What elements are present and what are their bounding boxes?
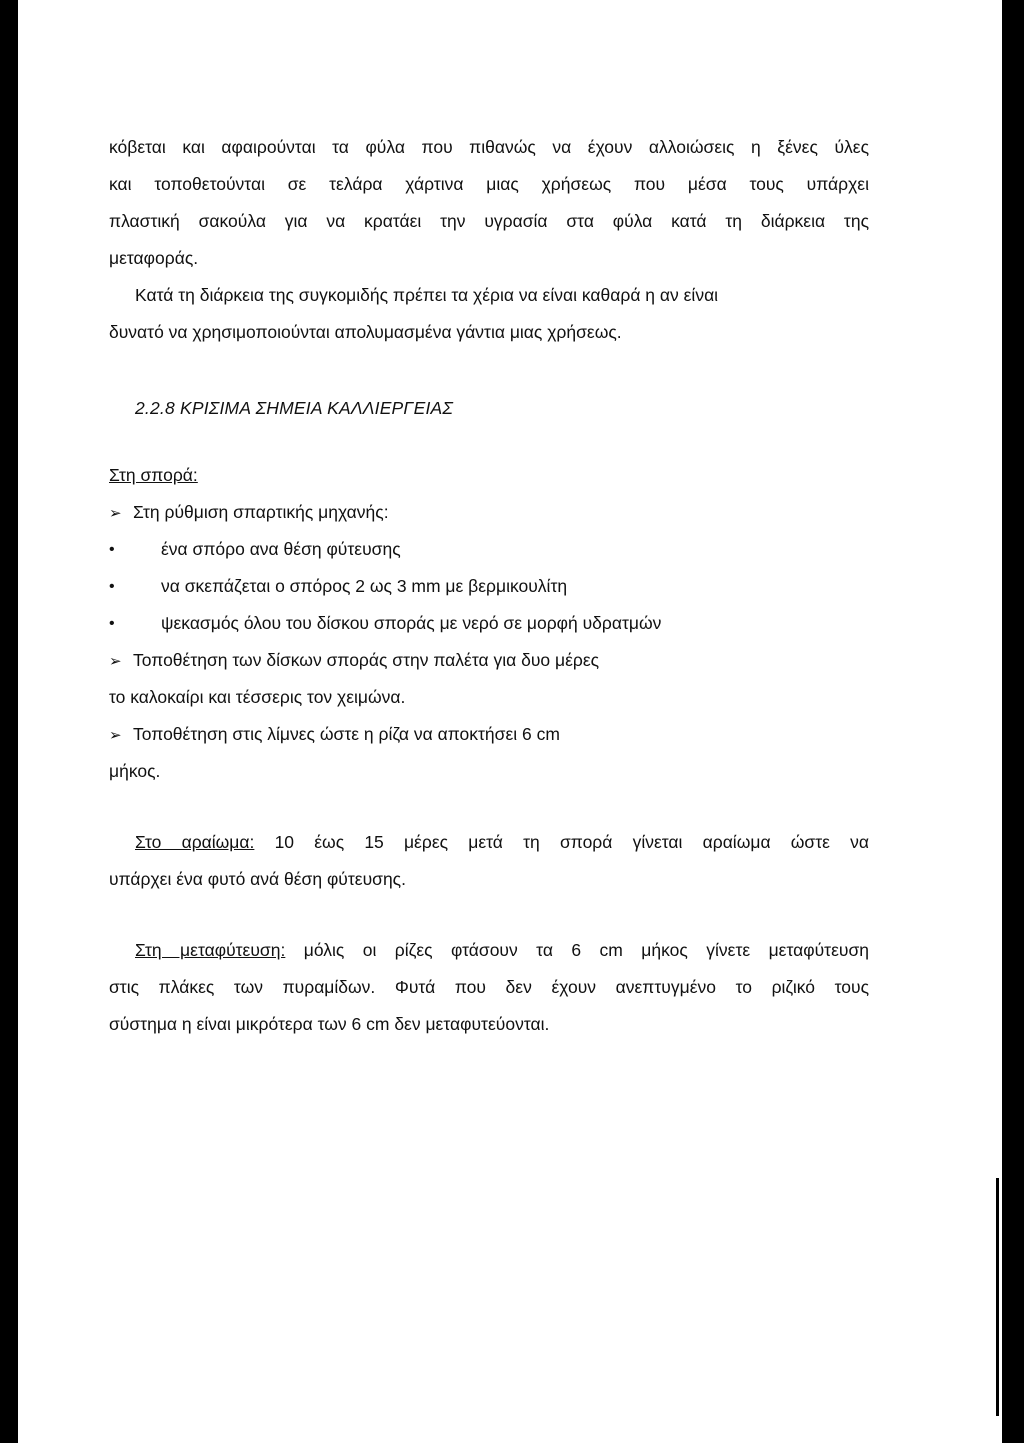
arrow-bullet-icon: ➢ [109,727,122,744]
bullet-item [109,605,869,642]
pool-item-text: Τοποθέτηση στις λίμνες ώστε η ρίζα να αποκτήσει 6 cm [133,724,560,744]
arrow-bullet-icon: ➢ [109,653,122,670]
transplant-text: μόλις οι ρίζες φτάσουν τα 6 cm μήκος γίνετε μεταφύτευση [285,940,869,960]
document-body [109,129,869,1043]
bullet-text: να σκεπάζεται ο σπόρος 2 ως 3 mm με βερμικουλίτη [161,576,568,596]
thinning-text: 10 έως 15 μέρες μετά τη σπορά γίνεται αραίωμα ώστε να [254,832,869,852]
arrow-bullet-icon: ➢ [109,505,122,522]
thinning-line-1 [109,824,869,861]
pool-item [109,716,869,753]
bullet-text: ψεκασμός όλου του δίσκου σποράς με νερό σε μορφή υδρατμών [161,613,662,633]
thinning-line-2: υπάρχει ένα φυτό ανά θέση φύτευσης. [109,869,406,889]
bullet-item [109,568,869,605]
margin-bar [996,1178,999,1416]
bullet-dot-icon: • [109,541,115,558]
seeder-item [109,494,869,531]
pallet-continuation: το καλοκαίρι και τέσσερις τον χειμώνα. [109,687,406,707]
bullet-text: ένα σπόρο ανα θέση φύτευσης [161,539,401,559]
bullet-dot-icon: • [109,578,115,595]
transplant-line-2: στις πλάκες των πυραμίδων. Φυτά που δεν έχουν ανεπτυγμένο το ριζικό τους [109,977,869,997]
harvest-line-1: Κατά τη διάρκεια της συγκομιδής πρέπει τα χέρια να είναι καθαρά η αν είναι [135,285,719,305]
intro-line-3: πλαστική σακούλα για να κρατάει την υγρασία στα φύλα κατά τη διάρκεια της [109,211,869,231]
sowing-label: Στη σπορά: [109,465,198,485]
section-heading: 2.2.8 ΚΡΙΣΙΜΑ ΣΗΜΕΙΑ ΚΑΛΛΙΕΡΓΕΙΑΣ [135,398,454,418]
pallet-item-text: Τοποθέτηση των δίσκων σποράς στην παλέτα για δυο μέρες [133,650,600,670]
harvest-line-2: δυνατό να χρησιμοποιούνται απολυμασμένα γάντια μιας χρήσεως. [109,322,622,342]
seeder-item-text: Στη ρύθμιση σπαρτικής μηχανής: [133,502,389,522]
document-page [18,0,1002,1443]
transplant-line-3: σύστημα η είναι μικρότερα των 6 cm δεν μεταφυτεύονται. [109,1014,550,1034]
transplant-line-1 [109,932,869,969]
bullet-dot-icon: • [109,615,115,632]
transplant-label: Στη μεταφύτευση: [135,940,286,960]
pallet-item [109,642,869,679]
bullet-item [109,531,869,568]
thinning-label: Στο αραίωμα: [135,832,255,852]
intro-line-4: μεταφοράς. [109,248,199,268]
pool-continuation: μήκος. [109,761,161,781]
intro-line-1: κόβεται και αφαιρούνται τα φύλα που πιθανώς να έχουν αλλοιώσεις η ξένες ύλες [109,137,869,157]
intro-line-2: και τοποθετούνται σε τελάρα χάρτινα μιας χρήσεως που μέσα τους υπάρχει [109,174,869,194]
